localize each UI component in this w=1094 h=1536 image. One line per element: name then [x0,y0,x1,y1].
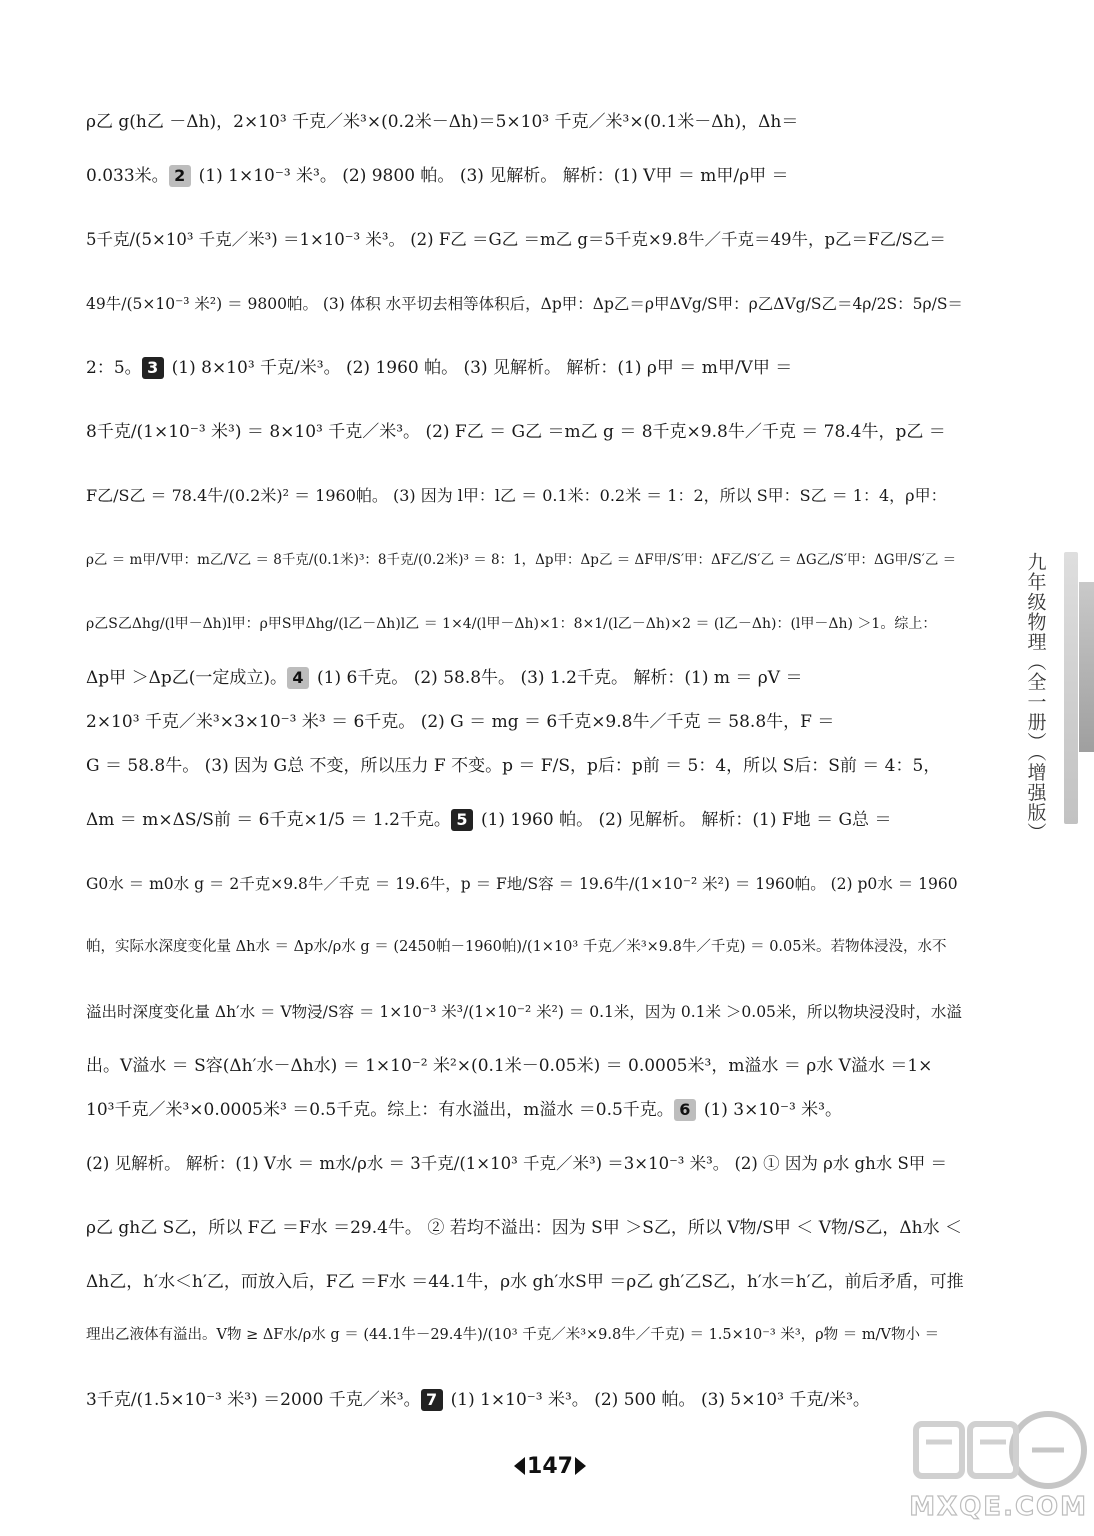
text-segment: Δp甲 ＞Δp乙(一定成立)。 [86,667,287,688]
page-number-text: 147 [527,1453,573,1479]
text-segment: 帕，实际水深度变化量 Δh水 ＝ Δp水/ρ水 g ＝ (2450帕－1960帕)/(1×10³ 千克／米³×9.8牛／千克) ＝ 0.05米。若物体浸没，水不 [86,939,947,956]
text-segment: (1) 8×10³ 千克/米³。 (2) 1960 帕。 (3) 见解析。 解析：(1) ρ甲 ＝ m甲/V甲 ＝ [171,357,793,378]
text-line [86,980,966,1044]
text-segment: (1) 1×10⁻³ 米³。 (2) 500 帕。 (3) 5×10³ 千克/米³。 [450,1389,870,1410]
text-segment: 溢出时深度变化量 Δh′水 ＝ V物浸/S容 ＝ 1×10⁻³ 米³/(1×10⁻² 米²) ＝ 0.1米，因为 0.1米 ＞0.05米，所以物块浸没时，水溢 [86,1002,962,1021]
text-line [86,788,966,852]
side-title: 九年级物理（全一册）（增强版） [1024,552,1047,843]
text-segment: 出。V溢水 ＝ S容(Δh′水－Δh水) ＝ 1×10⁻² 米²×(0.1米－0.05米) ＝ 0.0005米³，m溢水 ＝ ρ水 V溢水 ＝1× [86,1055,933,1076]
left-triangle-icon [514,1457,525,1475]
text-line [86,464,966,528]
text-line [86,1368,966,1432]
text-line [86,852,966,916]
question-number-badge: 6 [674,1099,696,1121]
text-segment: ρ乙 ＝ m甲/V甲：m乙/V乙 ＝ 8千克/(0.1米)³：8千克/(0.2米)³ ＝ 8：1，Δp甲：Δp乙 ＝ ΔF甲/S′甲：ΔF乙/S′乙 ＝ ΔG乙/S′甲：ΔG甲/S′乙 ＝ [86,551,957,568]
text-segment: (1) 1×10⁻³ 米³。 (2) 9800 帕。 (3) 见解析。 解析：(1) V甲 ＝ m甲/ρ甲 ＝ [198,165,789,186]
text-segment: 2：5。 [86,357,142,378]
text-line [86,100,966,144]
text-line [86,144,966,208]
text-line [86,656,966,700]
text-line [86,1088,966,1132]
text-segment: ρ乙S乙Δhg/(l甲－Δh)l甲：ρ甲S甲Δhg/(l乙－Δh)l乙 ＝ 1×4/(l甲－Δh)×1：8×1/(l乙－Δh)×2 ＝ (l乙－Δh)：(l甲－Δh) ＞1。综上： [86,615,937,632]
question-number-badge: 4 [287,667,309,689]
answer-text-body [86,100,966,1432]
text-line [86,916,966,980]
text-line [86,1132,966,1196]
text-line [86,528,966,592]
watermark [908,1402,1088,1530]
watermark-logo-icon [908,1402,1088,1498]
text-line [86,700,966,744]
question-number-badge: 7 [421,1389,443,1411]
text-segment: 3千克/(1.5×10⁻³ 米³) ＝2000 千克／米³。 [86,1389,421,1410]
text-segment: 0.033米。 [86,165,169,186]
text-line [86,1044,966,1088]
text-segment: Δm ＝ m×ΔS/S前 ＝ 6千克×1/5 ＝ 1.2千克。 [86,809,451,830]
text-segment: 10³千克／米³×0.0005米³ ＝0.5千克。综上：有水溢出，m溢水 ＝0.5千克。 [86,1099,674,1120]
text-segment: (2) 见解析。 解析：(1) V水 ＝ m水/ρ水 ＝ 3千克/(1×10³ 千克／米³) ＝3×10⁻³ 米³。 (2) ① 因为 ρ水 gh水 S甲 ＝ [86,1154,948,1174]
text-segment: G ＝ 58.8牛。 (3) 因为 G总 不变，所以压力 F 不变。p ＝ F/S，p后：p前 ＝ 5：4，所以 S后：S前 ＝ 4：5， [86,755,941,776]
text-segment: 理出乙液体有溢出。V物 ≥ ΔF水/ρ水 g ＝ (44.1牛－29.4牛)/(10³ 千克／米³×9.8牛／千克) ＝ 1.5×10⁻³ 米³，ρ物 ＝ m/V物小 ＝ [86,1327,940,1344]
text-segment: 5千克/(5×10³ 千克／米³) ＝1×10⁻³ 米³。 (2) F乙 ＝G乙 ＝m乙 g＝5千克×9.8牛／千克＝49牛，p乙＝F乙/S乙＝ [86,230,946,250]
text-segment: (1) 3×10⁻³ 米³。 [703,1099,842,1120]
text-segment: F乙/S乙 ＝ 78.4牛/(0.2米)² ＝ 1960帕。 (3) 因为 l甲：l乙 ＝ 0.1米：0.2米 ＝ 1：2，所以 S甲：S乙 ＝ 1：4，ρ甲： [86,486,947,506]
text-segment: ρ乙 gh乙 S乙，所以 F乙 ＝F水 ＝29.4牛。 ② 若均不溢出：因为 S甲 ＞S乙，所以 V物/S甲 ＜ V物/S乙，Δh水 ＜ [86,1217,962,1238]
text-segment: 2×10³ 千克／米³×3×10⁻³ 米³ ＝ 6千克。 (2) G ＝ mg ＝ 6千克×9.8牛／千克 ＝ 58.8牛，F ＝ [86,711,835,732]
text-line [86,744,966,788]
text-line [86,208,966,272]
right-triangle-icon [575,1457,586,1475]
text-line [86,1260,966,1304]
page-number [455,1448,645,1484]
text-line [86,592,966,656]
text-line [86,336,966,400]
text-line [86,1196,966,1260]
text-segment: Δh乙，h′水＜h′乙，而放入后，F乙 ＝F水 ＝44.1牛，ρ水 gh′水S甲 ＝ρ乙 gh′乙S乙，h′水＝h′乙，前后矛盾，可推 [86,1271,964,1292]
text-segment: (1) 6千克。 (2) 58.8牛。 (3) 1.2千克。 解析：(1) m ＝ ρV ＝ [317,667,803,688]
side-strip [1079,582,1094,752]
text-segment: 49牛/(5×10⁻³ 米²) ＝ 9800帕。 (3) 体积 水平切去相等体积后，Δp甲：Δp乙＝ρ甲ΔVg/S甲：ρ乙ΔVg/S乙＝4ρ/2S：5ρ/S＝ [86,294,963,313]
text-line [86,1304,966,1368]
text-line [86,272,966,336]
text-line [86,400,966,464]
text-segment: 8千克/(1×10⁻³ 米³) ＝ 8×10³ 千克／米³。 (2) F乙 ＝ G乙 ＝m乙 g ＝ 8千克×9.8牛／千克 ＝ 78.4牛，p乙 ＝ [86,421,946,442]
text-segment: (1) 1960 帕。 (2) 见解析。 解析：(1) F地 ＝ G总 ＝ [480,809,892,830]
question-number-badge: 3 [142,357,164,379]
question-number-badge: 5 [451,809,473,831]
watermark-text: MXQE.COM [909,1492,1088,1522]
text-segment: ρ乙 g(h乙 －Δh)，2×10³ 千克／米³×(0.2米－Δh)＝5×10³ 千克／米³×(0.1米－Δh)，Δh＝ [86,111,799,132]
side-tab [1064,552,1078,824]
question-number-badge: 2 [169,165,191,187]
text-segment: G0水 ＝ m0水 g ＝ 2千克×9.8牛／千克 ＝ 19.6牛，p ＝ F地/S容 ＝ 19.6牛/(1×10⁻² 米²) ＝ 1960帕。 (2) p0水 ＝ 1960 [86,874,958,893]
